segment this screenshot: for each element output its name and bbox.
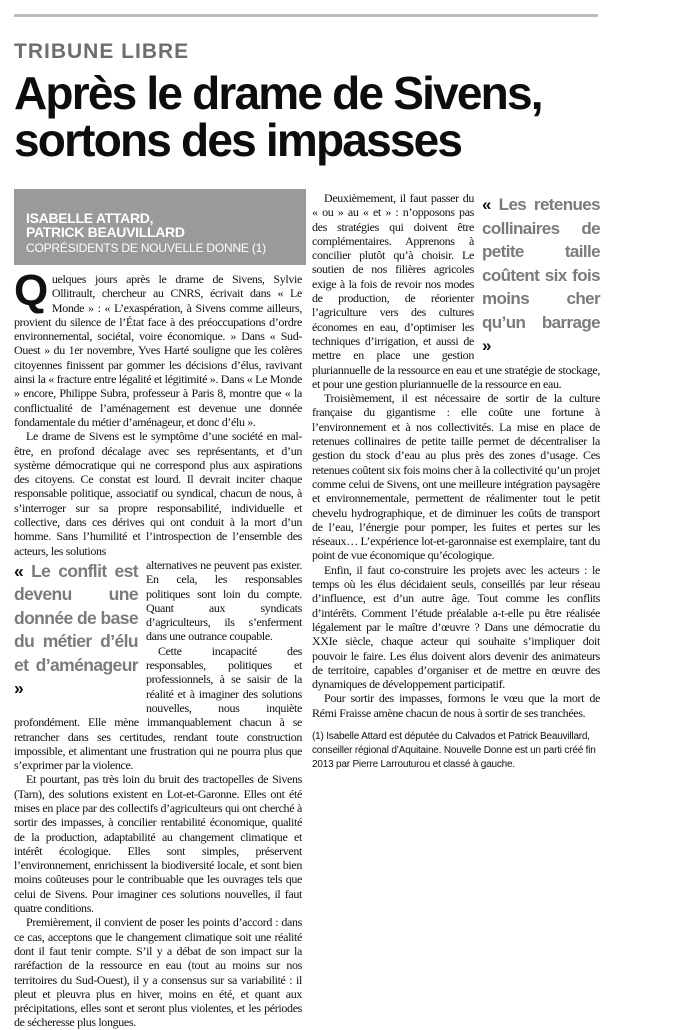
pull-quote-2-close: » [482,336,491,355]
paragraph-8: Enfin, il faut co-construire les projets avec les acteurs : le temps où les élus décidaient seuls, conseillés par leur réseau d’influence, est d’un autre âge. Tout comme les conflits d’intérêts. Comment l’étude préalable a-t-elle pu être réalisée légalement par le maître d’œuvre ? Dans une démocratie du XXIe siècle, chaque acteur qui souhaite s’impliquer doit pouvoir le faire. Les élus doivent alors devenir des animateurs de territoire, capables d’organiser et de mettre en œuvre des dynamiques de développement participatif. [312,562,600,692]
paragraph-2-continued: alternatives ne peuvent pas exister. En cela, les responsables politiques sont loin du compte. Quant aux syndicats d’agriculteurs, ils s’enferment dans une outrance coupable. [146,557,302,644]
pull-quote-2-text: Les retenues collinaires de petite taille coûtent six fois moins cher qu’un barrage [482,195,601,332]
article-column-2 [312,191,600,772]
paragraph-5: Premièrement, il convient de poser les points d’accord : dans ce cas, acceptons que le changement climatique soit une réalité dont il faut tenir compte. S’il y a débat de son impact sur la raréfaction de la ressource en eau (tout au moins sur nos territoires du Sud-Ouest), il y a consensus sur sa variabilité : il pleut et pleuvra plus en hiver, moins en été, et quant aux précipitations, elles sont et seront plus violentes, et les périodes de sécheresse plus longues. [14,915,302,1030]
headline-line-2: sortons des impasses [14,114,462,166]
byline-name-2: PATRICK BEAUVILLARD [26,224,185,240]
byline-name-1: ISABELLE ATTARD, [26,210,154,226]
section-kicker: TRIBUNE LIBRE [14,40,190,63]
footnote: (1) Isabelle Attard est députée du Calvados et Patrick Beauvillard, conseiller régional d’Aquitaine. Nouvelle Donne est un parti créé fin 2013 par Pierre Larrouturou et classé à gauche. [312,730,596,770]
byline-box [14,189,306,265]
byline-role: COPRÉSIDENTS DE NOUVELLE DONNE (1) [26,241,266,255]
paragraph-3: Cette incapacité des responsables, politiques et professionnels, à se saisir de la réalité et à imaginer des solutions nouvelles, nous inquiète profondément. Elle mène immanquablement chacun à se retrancher dans ses certitudes, rendant toute construction impossible, et alimentant une frustration qui ne pourra plus que s’exprimer par la violence. [14,643,302,773]
pull-quote-1 [14,560,138,701]
pull-quote-1-close: » [14,678,24,699]
article-column-1 [14,266,302,1030]
paragraph-4: Et pourtant, pas très loin du bruit des tractopelles de Sivens (Tarn), des solutions existent en Lot-et-Garonne. Elles ont été mises en place par des collectifs d’agriculteurs qui ont cherché à sortir des impasses, à concilier rentabilité économique, qualité de la production, adaptabilité au changement climatique et intérêt écologique. Elles sont simples, préservent l’environnement, enrichissent la biodiversité locale, et sont bien moins coûteuses pour le contribuable que les ouvrages tels que celui de Sivens. Pour imaginer ces solutions nouvelles, il faut quatre conditions. [14,772,302,916]
byline-names [26,211,185,239]
paragraph-2: Le drame de Sivens est le symptôme d’une société en mal-être, en profond décalage avec ses représentants, et d’un système démocratique qui ne correspond plus aux aspirations des citoyens. Ce constat est lourd. Il devrait inciter chaque responsable politique, associatif ou syndical, chacun de nous, à s’interroger sur sa propre responsabilité, individuelle et collective, dans ces dérives qui ont conduit à la mort d’un homme. Sans l’humilité et l’introspection de l’ensemble des acteurs, les solutions [14,429,302,558]
headline [14,67,614,166]
headline-line-1: Après le drame de Sivens, [14,67,542,119]
paragraph-7: Troisièmement, il est nécessaire de sortir de la culture française du gigantisme : elle coûte une fortune à l’environnement et à nos collectivités. La mise en place de retenues collinaires de petite taille permet de décentraliser la gestion du stock d’eau au plus près des zones d’usage. Ces retenues coûtent six fois moins cher à la collectivité qu’un projet comme celui de Sivens, ont une meilleure intégration paysagère et environnementale, permettent de réalimenter tout le petit chevelu hydrographique, et de diminuer les coûts de transport de l’eau, l’énergie pour pomper, les fuites et pertes sur les réseaux… L’expérience lot-et-garonnaise est exemplaire, tant du point de vue économique qu’écologique. [312,391,600,563]
top-rule [14,14,598,17]
drop-cap: Q [14,266,48,315]
paragraph-9: Pour sortir des impasses, formons le vœu que la mort de Rémi Fraisse amène chacun de nous à sortir de ses tranchées. [312,691,600,720]
paragraph-1-text: uelques jours après le drame de Sivens, Sylvie Ollitrault, chercheur au CNRS, écrivait dans « Le Monde » : « L’exaspération, à Sivens comme ailleurs, provient du silence de l’État face à des préoccupations d’ordre environnemental, sociétal, voire économique. » Dans « Sud-Ouest » du 1er novembre, Yves Harté souligne que les colères citoyennes finissent par gommer les décisions d’élus, ravivant ainsi la « fracture entre légalité et légitimité ». Dans « Le Monde » encore, Philippe Subra, professeur à Paris 8, montre que « la conflictualité de l’aménagement est devenue une donnée fondamentale du métier d’aménageur, et donc d’élu ». [14,272,302,429]
paragraph-1 [14,266,302,429]
pull-quote-1-text: Le conflit est devenu une donnée de base du métier d’élu et d’aménageur [14,560,138,675]
pull-quote-1-open: « [14,560,32,581]
paragraph-6: Deuxièmement, il faut passer du « ou » au « et » : n’opposons pas des stratégies qui doivent être complémentaires. Apprenons à concilier plutôt qu’à choisir. Le soutien de nos filières agricoles exige à la fois de revoir nos modes de production, de réorienter l’agriculture vers des cultures économes en eau, d’optimiser les techniques d’irrigation, et aussi de mettre en place une gestion pluriannuelle de la ressource en eau et une stratégie de stockage, et pour une gestion pluriannuelle de la ressource en eau. [312,191,600,391]
pull-quote-2 [482,193,600,358]
pull-quote-2-open: « [482,195,499,214]
